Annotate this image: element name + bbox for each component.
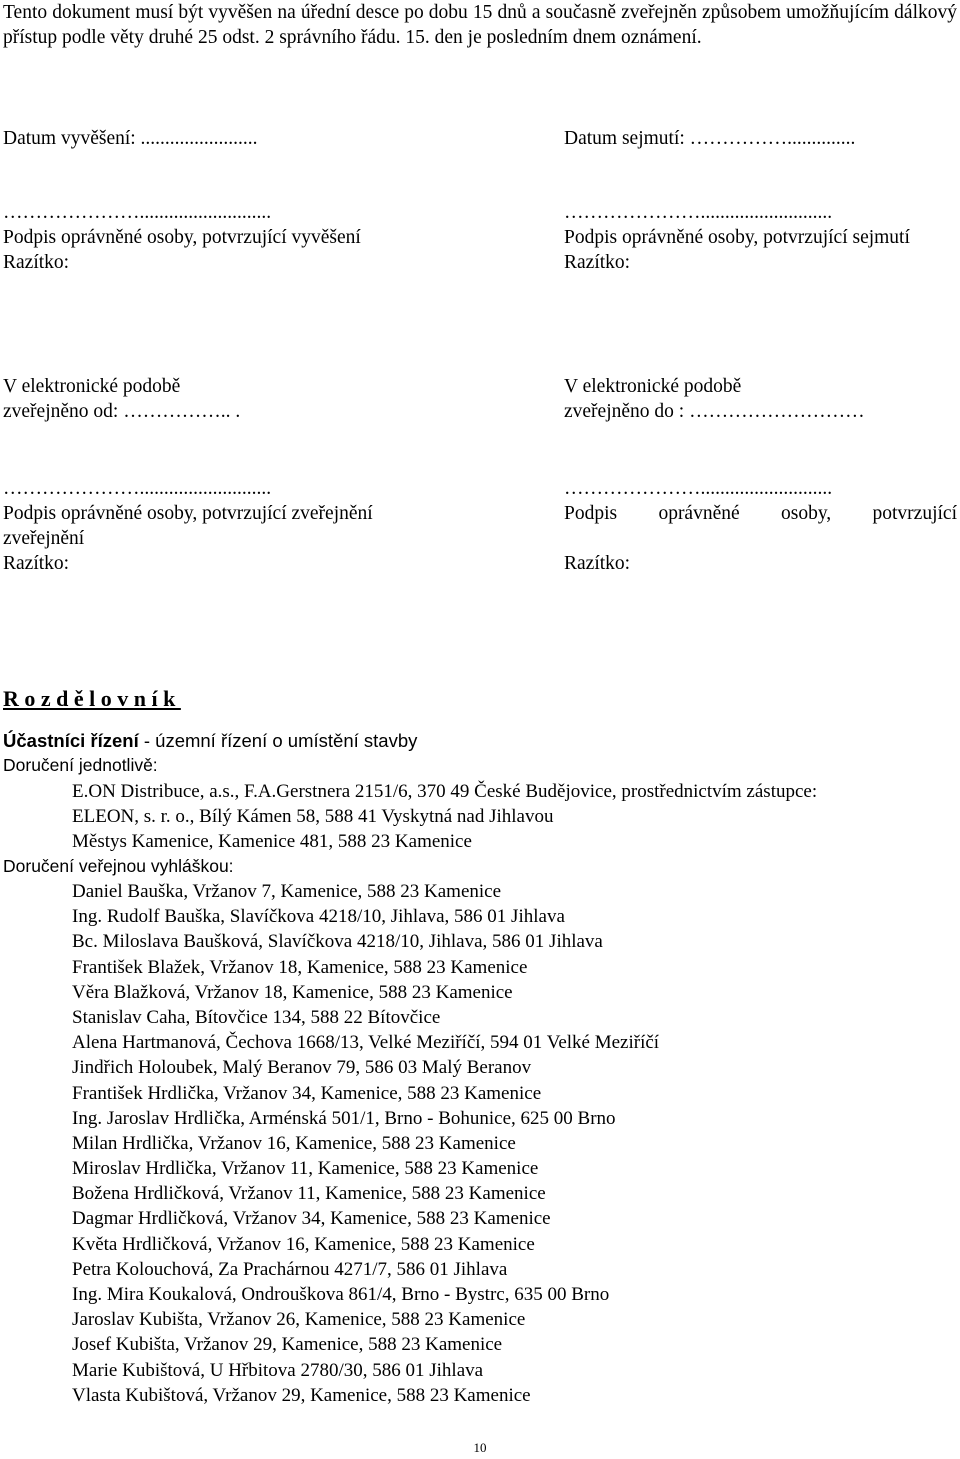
list-item: Ing. Mira Koukalová, Ondrouškova 861/4, Brno - Bystrc, 635 00 Brno [72,1284,610,1305]
list-item: Josef Kubišta, Vržanov 29, Kamenice, 588 23 Kamenice [72,1334,503,1356]
removal-signature-label: Podpis oprávněné osoby, potvrzující sejmutí [564,227,910,248]
electronic-to-date: zveřejněno do : ……………………… [564,401,865,422]
list-item: Dagmar Hrdličková, Vržanov 34, Kamenice, 588 23 Kamenice [72,1208,551,1230]
list-item: Jindřich Holoubek, Malý Beranov 79, 586 03 Malý Beranov [72,1057,532,1079]
list-item: Městys Kamenice, Kamenice 481, 588 23 Kamenice [72,831,472,853]
unpublish-signature-label [564,501,957,526]
list-item: Alena Hartmanová, Čechova 1668/13, Velké Meziříčí, 594 01 Velké Meziříčí [72,1032,660,1054]
publish-signature-dots: …………………........................... [3,478,272,499]
removal-stamp-label: Razítko: [564,252,631,273]
list-item: František Blažek, Vržanov 18, Kamenice, 588 23 Kamenice [72,956,528,978]
participants-description: - územní řízení o umístění stavby [138,730,418,751]
removal-date-label: Datum sejmutí: …………….............. [564,128,856,149]
list-item: Daniel Bauška, Vržanov 7, Kamenice, 588 23 Kamenice [72,881,502,902]
sig-word: Podpis [564,503,618,524]
list-item: František Hrdlička, Vržanov 34, Kamenice, 588 23 Kamenice [72,1082,542,1104]
electronic-from-date: zveřejněno od: …………….. . [3,401,241,422]
list-item: Miroslav Hrdlička, Vržanov 11, Kamenice, 588 23 Kamenice [72,1158,539,1180]
removal-signature-dots: …………………........................... [564,202,833,223]
list-item: Stanislav Caha, Bítovčice 134, 588 22 Bítovčice [72,1006,441,1028]
list-item: Božena Hrdličková, Vržanov 11, Kamenice, 588 23 Kamenice [72,1183,546,1205]
unpublish-stamp-label: Razítko: [564,553,631,574]
intro-paragraph: Tento dokument musí být vyvěšen na úřední desce po dobu 15 dnů a současně zveřejněn způsobem umožňujícím dálkový přístup podle věty druhé 25 odst. 2 správního řádu. 15. den je posledním dnem oznámení. [3,2,957,48]
list-item: Ing. Jaroslav Hrdlička, Arménská 501/1, Brno - Bohunice, 625 00 Brno [72,1107,616,1129]
posting-date-label: Datum vyvěšení: ........................ [3,128,258,149]
participants-label: Účastníci řízení [3,730,139,751]
list-item: Vlasta Kubištová, Vržanov 29, Kamenice, 588 23 Kamenice [72,1384,531,1406]
public-delivery-list [72,879,659,1408]
sig-word: osoby, [780,503,832,524]
distribution-heading: Rozdělovník [3,686,181,711]
page-number: 10 [473,1440,487,1455]
electronic-to-title: V elektronické podobě [564,376,742,397]
list-item: Petra Kolouchová, Za Prachárnou 4271/7, 586 01 Jihlava [72,1258,508,1280]
list-item: Jaroslav Kubišta, Vržanov 26, Kamenice, 588 23 Kamenice [72,1309,526,1331]
public-delivery-label: Doručení veřejnou vyhláškou: [3,856,234,876]
sig-word: oprávněné [658,503,740,524]
unpublish-signature-dots: …………………........................... [564,478,833,499]
list-item: Ing. Rudolf Bauška, Slavíčkova 4218/10, Jihlava, 586 01 Jihlava [72,906,565,928]
individual-delivery-label: Doručení jednotlivě: [3,755,158,775]
list-item: E.ON Distribuce, a.s., F.A.Gerstnera 2151/6, 370 49 České Budějovice, prostřednictvím zástupce: [72,781,818,802]
posting-stamp-label: Razítko: [3,252,70,273]
list-item: Marie Kubištová, U Hřbitova 2780/30, 586 01 Jihlava [72,1359,484,1381]
posting-signature-label: Podpis oprávněné osoby, potvrzující vyvěšení [3,227,361,248]
list-item: Milan Hrdlička, Vržanov 16, Kamenice, 588 23 Kamenice [72,1132,516,1154]
individual-delivery-list [72,779,817,855]
sig-word: potvrzující [872,503,957,524]
publish-signature-label: Podpis oprávněné osoby, potvrzující zveřejnění [3,503,373,524]
list-item: Květa Hrdličková, Vržanov 16, Kamenice, 588 23 Kamenice [72,1233,535,1255]
list-item: Bc. Miloslava Baušková, Slavíčkova 4218/10, Jihlava, 586 01 Jihlava [72,931,603,953]
publish-stamp-label: Razítko: [3,553,70,574]
list-item: Věra Blažková, Vržanov 18, Kamenice, 588 23 Kamenice [72,981,513,1003]
posting-signature-dots: …………………........................... [3,202,272,223]
electronic-from-title: V elektronické podobě [3,376,181,397]
publish-signature-wrap: zveřejnění [3,528,85,549]
list-item: ELEON, s. r. o., Bílý Kámen 58, 588 41 Vyskytná nad Jihlavou [72,806,554,828]
participants-line [3,728,417,753]
